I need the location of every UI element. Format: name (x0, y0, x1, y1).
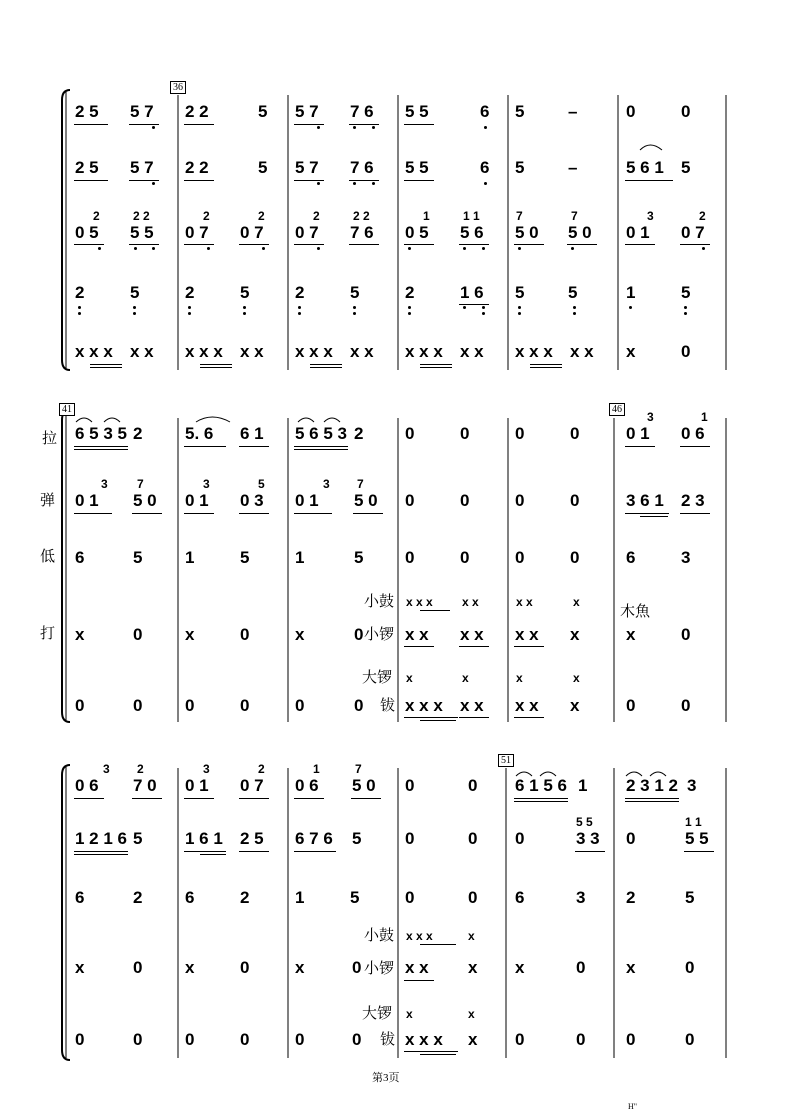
note-cell: x x x (405, 1030, 443, 1049)
note-cell: x (75, 625, 85, 644)
note-cell: x x x (405, 696, 443, 715)
daluo-cell: x (462, 671, 469, 685)
daluo-cell: x (406, 671, 413, 685)
upper-number: 2 (699, 209, 706, 223)
note-cell: 5 5 (685, 829, 709, 848)
note-cell: 2 5 (240, 829, 264, 848)
note-cell: 5 (354, 548, 364, 567)
note-cell: 6 (480, 158, 490, 177)
note-cell: 6 (626, 548, 636, 567)
note-cell: x x x (515, 342, 553, 361)
note-cell: 5 (240, 283, 250, 302)
note-cell: 5 7 (130, 158, 154, 177)
rehearsal-mark-36: 36 (170, 81, 186, 94)
note-cell: 0 (133, 1030, 143, 1049)
note-cell: 0 (515, 424, 525, 443)
note-cell: 0 5 (405, 223, 429, 242)
note-cell: 0 (515, 491, 525, 510)
note-cell: 0 (468, 829, 478, 848)
note-cell: 5 (568, 283, 578, 302)
note-cell: 0 (576, 958, 586, 977)
upper-number: 1 (701, 410, 708, 424)
instrument-label-di: 低 (40, 549, 56, 565)
note-cell: 6 (75, 888, 85, 907)
note-cell: x x (460, 625, 484, 644)
note-cell: 0 (626, 829, 636, 848)
daluo-cell: x (516, 671, 523, 685)
note-cell: 0 (681, 102, 691, 121)
upper-number: 1 (313, 762, 320, 776)
perc-label-xiaoluo-3: 小锣 (364, 961, 395, 977)
note-cell: x (626, 958, 636, 977)
upper-number: 3 (203, 477, 210, 491)
note-cell: 1 (185, 548, 195, 567)
note-cell: 0 (468, 776, 478, 795)
note-cell: 5 (258, 158, 268, 177)
upper-number: 2 (313, 209, 320, 223)
note-cell: 1 (626, 283, 636, 302)
note-cell: 5 6 5 3 (295, 424, 347, 443)
note-cell: 5 (681, 283, 691, 302)
note-cell: 5 (133, 829, 143, 848)
rehearsal-mark-41: 41 (59, 403, 75, 416)
note-cell: 2 3 (681, 491, 705, 510)
upper-number: 7 (357, 477, 364, 491)
note-cell: 0 5 (75, 223, 99, 242)
note-cell: 5 0 (352, 776, 376, 795)
perc-label-bo-3: 钹 (380, 1032, 396, 1048)
upper-number: 1 1 (463, 209, 480, 223)
note-cell: 6 1 5 6 (515, 776, 567, 795)
note-cell: x x (515, 625, 539, 644)
xiaogu-cell: x (468, 929, 475, 943)
note-cell: 5 6 1 (626, 158, 664, 177)
upper-number: 2 (203, 209, 210, 223)
note-cell: 5 (130, 283, 140, 302)
note-cell: 0 (460, 548, 470, 567)
note-cell: x x (460, 696, 484, 715)
note-cell: 5 (240, 548, 250, 567)
perc-label-xiaogu: 小鼓 (364, 594, 395, 610)
note-cell: 7 6 (350, 158, 374, 177)
note-cell: 0 (240, 958, 250, 977)
note-cell: 5 0 (133, 491, 157, 510)
note-cell: 3 (681, 548, 691, 567)
rehearsal-mark-46: 46 (609, 403, 625, 416)
note-cell: 5 (133, 548, 143, 567)
note-cell: 0 (576, 1030, 586, 1049)
note-cell: 5 0 (515, 223, 539, 242)
note-cell: 0 (133, 625, 143, 644)
perc-label-daluo-3: 大锣 (362, 1006, 393, 1022)
upper-number: 7 (571, 209, 578, 223)
note-cell: 2 (354, 424, 364, 443)
note-cell: 5 (258, 102, 268, 121)
note-cell: 6 (185, 888, 195, 907)
system-3-barlines (62, 762, 726, 1060)
upper-number: 3 (647, 209, 654, 223)
xiaogu-cell: x (573, 595, 580, 609)
note-cell: 0 (460, 424, 470, 443)
note-cell: 0 (352, 1030, 362, 1049)
note-cell: 7 0 (133, 776, 157, 795)
note-cell: 1 2 1 6 (75, 829, 127, 848)
note-cell: x x (570, 342, 594, 361)
note-cell: 0 7 (185, 223, 209, 242)
instrument-label-tan: 弹 (40, 493, 56, 509)
note-cell: 0 (685, 958, 695, 977)
daluo-cell: x (573, 671, 580, 685)
note-cell: 0 3 (240, 491, 264, 510)
note-cell: 0 (468, 888, 478, 907)
note-cell: 1 (295, 548, 305, 567)
note-cell: 0 (75, 696, 85, 715)
note-cell: 2 (295, 283, 305, 302)
note-cell: 0 (405, 776, 415, 795)
perc-label-bo: 钹 (380, 698, 396, 714)
note-cell: 6 (515, 888, 525, 907)
note-cell: x x (130, 342, 154, 361)
note-cell: x x x (75, 342, 113, 361)
upper-number: 5 5 (576, 815, 593, 829)
note-cell: 0 1 (185, 491, 209, 510)
note-cell: 0 (405, 829, 415, 848)
note-cell: 2 5 (75, 158, 99, 177)
note-cell: 0 6 (75, 776, 99, 795)
note-cell: 0 (681, 625, 691, 644)
note-cell: x (295, 958, 305, 977)
note-cell: x (185, 958, 195, 977)
note-cell: 5. 6 (185, 424, 214, 443)
note-cell: x (515, 958, 525, 977)
note-cell: 0 7 (681, 223, 705, 242)
instrument-label-la: 拉 (42, 431, 58, 447)
upper-number: 1 1 (685, 815, 702, 829)
note-cell: 0 1 (295, 491, 319, 510)
note-cell: 0 (295, 696, 305, 715)
note-cell: x (570, 625, 580, 644)
note-cell: 7 6 (350, 102, 374, 121)
upper-number: 1 (423, 209, 430, 223)
note-cell: 5 0 (354, 491, 378, 510)
perc-label-xiaogu-3: 小鼓 (364, 928, 395, 944)
upper-number: 3 (647, 410, 654, 424)
note-cell: 0 (133, 696, 143, 715)
upper-number: 7 (137, 477, 144, 491)
upper-number: 2 (258, 762, 265, 776)
upper-number: 3 (203, 762, 210, 776)
note-cell: 0 (626, 696, 636, 715)
note-cell: x (75, 958, 85, 977)
xiaogu-cell: x x x (406, 929, 433, 943)
upper-number: 2 (137, 762, 144, 776)
note-cell: x x (350, 342, 374, 361)
note-cell: 5 (515, 283, 525, 302)
note-cell: x x x (295, 342, 333, 361)
note-cell: 0 (405, 424, 415, 443)
perc-label-xiaoluo: 小锣 (364, 627, 395, 643)
note-cell: – (568, 158, 578, 177)
note-cell: x (626, 625, 636, 644)
note-cell: 0 (685, 1030, 695, 1049)
note-cell: 5 (350, 283, 360, 302)
note-cell: x x (405, 958, 429, 977)
instrument-label-da: 打 (40, 626, 56, 642)
note-cell: 0 (515, 1030, 525, 1049)
note-cell: 3 (576, 888, 586, 907)
corner-mark: H" (628, 1102, 638, 1111)
note-cell: x x x (405, 342, 443, 361)
upper-number: 2 (93, 209, 100, 223)
note-cell: 5 (352, 829, 362, 848)
note-cell: 0 (570, 424, 580, 443)
note-cell: 0 (405, 548, 415, 567)
note-cell: 3 6 1 (626, 491, 664, 510)
note-cell: x (570, 696, 580, 715)
note-cell: 0 (460, 491, 470, 510)
note-cell: 5 7 (295, 102, 319, 121)
note-cell: 0 (295, 1030, 305, 1049)
note-cell: 0 (626, 1030, 636, 1049)
note-cell: 2 (185, 283, 195, 302)
note-cell: 0 1 (626, 424, 650, 443)
note-cell: x (295, 625, 305, 644)
note-cell: 0 (354, 696, 364, 715)
note-cell: x x (240, 342, 264, 361)
note-cell: 0 (405, 888, 415, 907)
upper-number: 7 (355, 762, 362, 776)
note-cell: 0 7 (295, 223, 319, 242)
note-cell: 1 (578, 776, 588, 795)
note-cell: 1 6 (460, 283, 484, 302)
note-cell: 2 (405, 283, 415, 302)
note-cell: 5 (350, 888, 360, 907)
xiaogu-cell: x x (516, 595, 533, 609)
note-cell: 0 (75, 1030, 85, 1049)
daluo-cell: x (406, 1007, 413, 1021)
note-cell: 0 6 (295, 776, 319, 795)
note-cell: 0 (681, 696, 691, 715)
daluo-cell: x (468, 1007, 475, 1021)
note-cell: 5 (681, 158, 691, 177)
note-cell: 2 (133, 424, 143, 443)
note-cell: x x (460, 342, 484, 361)
note-cell: 2 (75, 283, 85, 302)
upper-number: 7 (516, 209, 523, 223)
note-cell: x (468, 1030, 478, 1049)
note-cell: 0 (185, 1030, 195, 1049)
note-cell: 6 1 (240, 424, 264, 443)
page-footer: 第3页 (372, 1072, 400, 1084)
note-cell: 0 (240, 1030, 250, 1049)
note-cell: 5 5 (405, 102, 429, 121)
note-cell: 0 (570, 491, 580, 510)
note-cell: x x x (185, 342, 223, 361)
note-cell: 5 (515, 158, 525, 177)
note-cell: 5 5 (405, 158, 429, 177)
note-cell: 3 (687, 776, 697, 795)
note-cell: 0 (240, 625, 250, 644)
upper-number: 3 (101, 477, 108, 491)
upper-number: 2 2 (353, 209, 370, 223)
upper-number: 5 (258, 477, 265, 491)
note-cell: 5 (515, 102, 525, 121)
note-cell: 2 (240, 888, 250, 907)
upper-number: 2 (258, 209, 265, 223)
note-cell: 2 5 (75, 102, 99, 121)
upper-number: 2 2 (133, 209, 150, 223)
note-cell: 6 5 3 5 (75, 424, 127, 443)
note-cell: 6 (480, 102, 490, 121)
note-cell: 5 5 (130, 223, 154, 242)
note-cell: 6 (75, 548, 85, 567)
note-cell: 0 (626, 102, 636, 121)
note-cell: x (468, 958, 478, 977)
upper-number: 3 (103, 762, 110, 776)
note-cell: 0 7 (240, 776, 264, 795)
note-cell: x (185, 625, 195, 644)
note-cell: x x (405, 625, 429, 644)
note-cell: x x (515, 696, 539, 715)
note-cell: 0 (405, 491, 415, 510)
note-cell: 3 3 (576, 829, 600, 848)
note-cell: 5 6 (460, 223, 484, 242)
note-cell: 0 (570, 548, 580, 567)
note-cell: 5 7 (295, 158, 319, 177)
note-cell: 7 6 (350, 223, 374, 242)
note-cell: 0 (681, 342, 691, 361)
note-cell: 0 7 (240, 223, 264, 242)
upper-number: 3 (323, 477, 330, 491)
note-cell: 2 3 1 2 (626, 776, 678, 795)
note-cell: 5 0 (568, 223, 592, 242)
note-cell: 0 (133, 958, 143, 977)
rehearsal-mark-51: 51 (498, 754, 514, 767)
note-cell: 0 1 (626, 223, 650, 242)
perc-label-daluo: 大锣 (362, 670, 393, 686)
note-cell: 0 (352, 958, 362, 977)
note-cell: – (568, 102, 578, 121)
note-cell: 2 2 (185, 102, 209, 121)
note-cell: x (626, 342, 636, 361)
xiaogu-cell: x x x (406, 595, 433, 609)
note-cell: 0 (515, 829, 525, 848)
note-cell: 1 6 1 (185, 829, 223, 848)
note-cell: 2 (626, 888, 636, 907)
note-cell: 5 (685, 888, 695, 907)
note-cell: 2 2 (185, 158, 209, 177)
note-cell: 0 (185, 696, 195, 715)
perc-label-muyu: 木魚 (620, 604, 651, 620)
note-cell: 0 (515, 548, 525, 567)
note-cell: 5 7 (130, 102, 154, 121)
note-cell: 6 7 6 (295, 829, 333, 848)
note-cell: 0 1 (185, 776, 209, 795)
note-cell: 0 (354, 625, 364, 644)
note-cell: 0 (240, 696, 250, 715)
note-cell: 2 (133, 888, 143, 907)
note-cell: 1 (295, 888, 305, 907)
xiaogu-cell: x x (462, 595, 479, 609)
note-cell: 0 6 (681, 424, 705, 443)
note-cell: 0 1 (75, 491, 99, 510)
